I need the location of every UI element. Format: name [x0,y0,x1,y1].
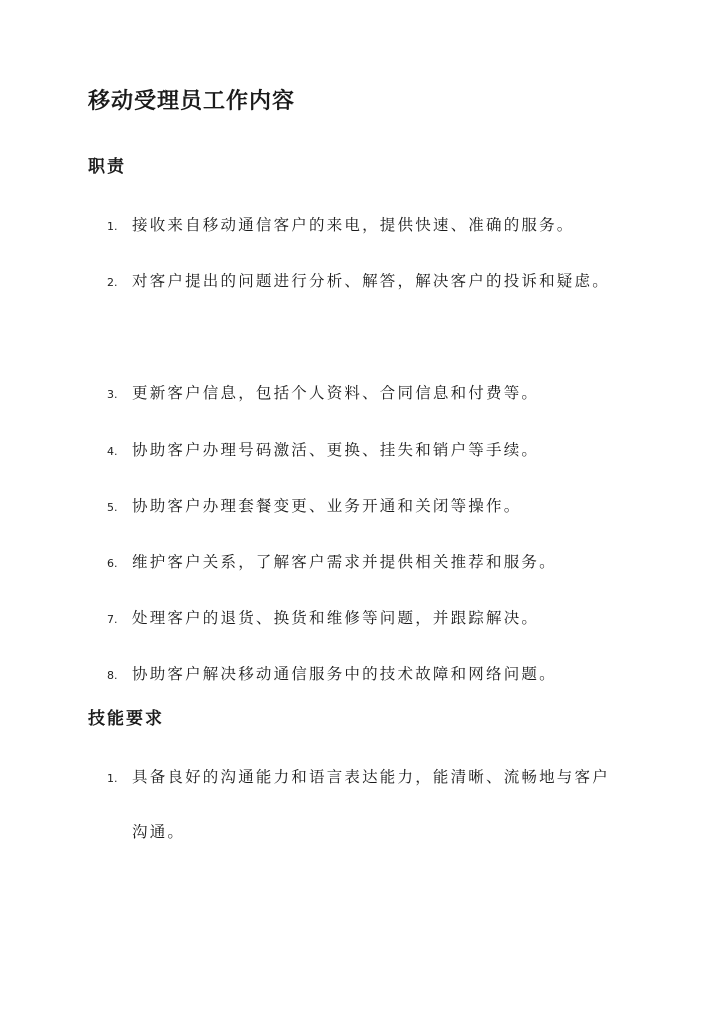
list-item-number: 2. [107,276,118,289]
list-item-text: 更新客户信息，包括个人资料、合同信息和付费等。 [132,384,540,402]
page-title: 移动受理员工作内容 [88,89,296,114]
list-item-text: 处理客户的退货、换货和维修等问题，并跟踪解决。 [132,609,540,627]
duties-list [0,198,720,703]
section-heading-duties: 职责 [88,157,126,177]
list-item [0,479,720,535]
section-heading-skills: 技能要求 [88,709,164,729]
list-item-number: 3. [107,388,118,401]
list-item-text: 协助客户办理号码激活、更换、挂失和销户等手续。 [132,441,540,459]
list-item-text: 协助客户解决移动通信服务中的技术故障和网络问题。 [132,665,557,683]
list-item [0,198,720,254]
list-item [0,254,720,366]
list-item-number: 6. [107,557,118,570]
list-item [0,647,720,703]
list-item-number: 7. [107,613,118,626]
list-item [0,423,720,479]
list-item-text: 协助客户办理套餐变更、业务开通和关闭等操作。 [132,497,522,515]
list-item [0,366,720,423]
list-item [0,535,720,591]
list-item [0,750,720,862]
list-item-number: 4. [107,445,118,458]
list-item-text: 接收来自移动通信客户的来电，提供快速、准确的服务。 [132,216,575,234]
list-item-number: 5. [107,501,118,514]
list-item-number: 1. [107,772,118,785]
list-item-number: 1. [107,220,118,233]
list-item-text: 具备良好的沟通能力和语言表达能力，能清晰、流畅地与客户沟通。 [132,768,610,841]
skills-list [0,750,720,862]
list-item-text: 对客户提出的问题进行分析、解答，解决客户的投诉和疑虑。 [132,272,610,290]
list-item-text: 维护客户关系，了解客户需求并提供相关推荐和服务。 [132,553,557,571]
list-item-number: 8. [107,669,118,682]
list-item [0,591,720,647]
